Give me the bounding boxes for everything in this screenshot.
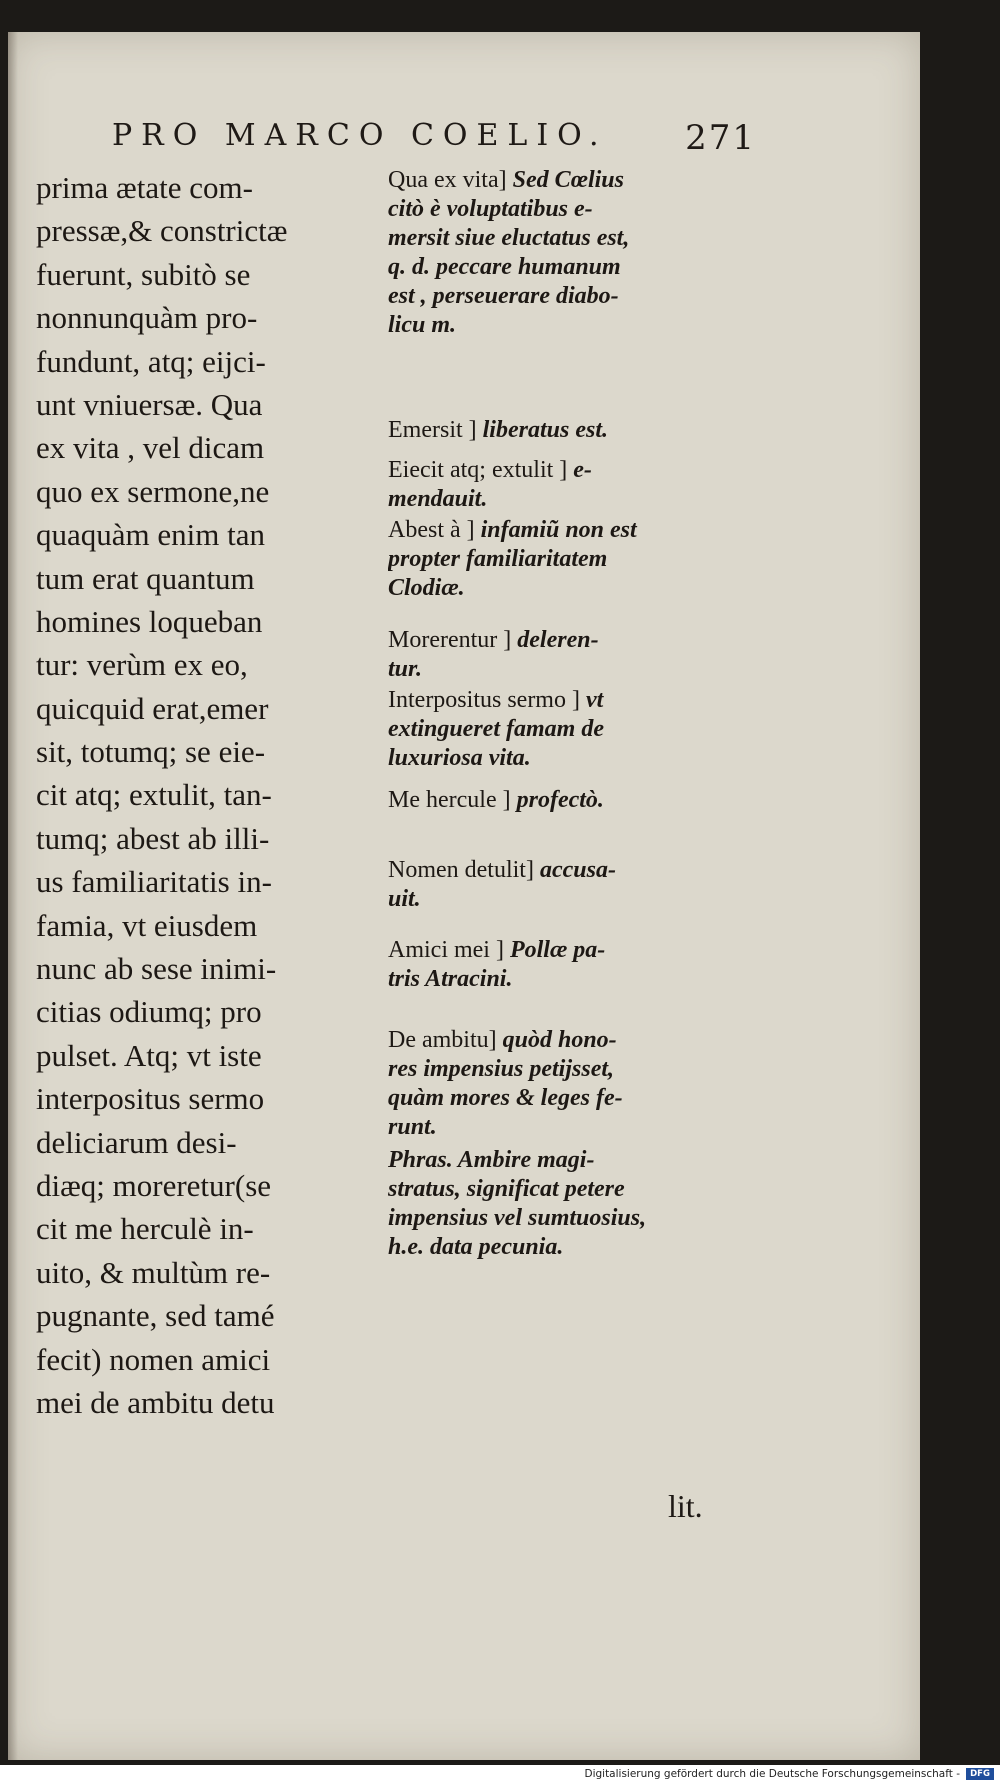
marginal-note-line (388, 744, 750, 773)
note-gloss: quòd hono- (496, 1027, 617, 1053)
note-gloss: q. d. peccare humanum (388, 254, 621, 280)
main-text-line: famia, vt eiusdem (36, 907, 258, 943)
note-gloss: accusa- (533, 857, 616, 883)
main-text-line: pugnante, sed tamé (36, 1298, 275, 1334)
main-text-line: nunc ab sese inimi- (36, 951, 277, 987)
main-text-line: nonnunquàm pro- (36, 300, 258, 336)
note-lemma: De ambitu] (388, 1027, 497, 1053)
marginal-note (388, 166, 750, 340)
note-gloss: vt (579, 687, 604, 713)
note-gloss: Pollæ pa- (503, 937, 606, 963)
main-text-line: ex vita , vel dicam (36, 430, 265, 466)
marginal-note-line (388, 1113, 750, 1142)
marginal-note-line (388, 456, 750, 485)
page-number: 271 (685, 118, 756, 158)
marginal-note-line (388, 166, 750, 195)
marginal-note-line (388, 224, 750, 253)
marginal-note-line (388, 1146, 750, 1175)
marginal-note (388, 1146, 750, 1262)
marginal-note-line (388, 1204, 750, 1233)
marginal-note (388, 936, 750, 994)
marginal-note (388, 626, 750, 684)
marginal-note-line (388, 1026, 750, 1055)
marginal-note-line (388, 253, 750, 282)
main-text-line: citias odiumq; pro (36, 994, 262, 1030)
marginal-note-line (388, 885, 750, 914)
marginal-note-line (388, 686, 750, 715)
note-lemma: Me hercule ] (388, 787, 511, 813)
note-gloss: res impensius petijsset, (388, 1056, 615, 1082)
note-gloss: h.e. data pecunia. (388, 1234, 564, 1260)
main-text-column (36, 166, 386, 1424)
main-text-line: pressæ,& constrictæ (36, 213, 288, 249)
main-text-line: sit, totumq; se eie- (36, 734, 266, 770)
marginal-note (388, 456, 750, 514)
note-gloss: uit. (388, 886, 421, 912)
main-text-line: tur: verùm ex eo, (36, 647, 248, 683)
main-text-line: cit atq; extulit, tan- (36, 777, 272, 813)
main-text-line: deliciarum desi- (36, 1124, 237, 1160)
marginal-note-line (388, 545, 750, 574)
note-lemma: Morerentur ] (388, 627, 512, 653)
main-text-line: fecit) nomen amici (36, 1341, 271, 1377)
marginal-note-line (388, 626, 750, 655)
note-gloss: Sed Cœlius (506, 167, 624, 193)
marginal-note (388, 516, 750, 603)
note-lemma: Amici mei ] (388, 937, 504, 963)
note-gloss: Clodiæ. (388, 575, 465, 601)
main-text-line: quaquàm enim tan (36, 517, 265, 553)
marginal-note-line (388, 1233, 750, 1262)
main-text-line: quicquid erat,emer (36, 690, 269, 726)
note-gloss: propter familiaritatem (388, 546, 608, 572)
main-text-line: diæq; moreretur(se (36, 1167, 272, 1203)
marginal-note (388, 686, 750, 773)
marginal-note (388, 416, 750, 445)
main-text-line: cit me herculè in- (36, 1211, 254, 1247)
note-lemma: Nomen detulit] (388, 857, 534, 883)
note-gloss: runt. (388, 1114, 437, 1140)
main-text-line: interpositus sermo (36, 1081, 265, 1117)
main-text-line: mei de ambitu detu (36, 1384, 275, 1420)
marginal-note-line (388, 311, 750, 340)
main-text-line: homines loqueban (36, 603, 263, 639)
marginal-note-line (388, 965, 750, 994)
main-text-line: quo ex sermone,ne (36, 473, 270, 509)
main-text-line: prima ætate com- (36, 170, 253, 205)
marginal-note-line (388, 195, 750, 224)
note-gloss: liberatus est. (476, 417, 608, 443)
marginal-note-line (388, 485, 750, 514)
marginal-note (388, 856, 750, 914)
note-gloss: luxuriosa vita. (388, 745, 531, 771)
note-gloss: impensius vel sumtuosius, (388, 1205, 647, 1231)
dfg-logo: DFG (966, 1768, 994, 1780)
main-text-line: us familiaritatis in- (36, 864, 272, 900)
digitization-footer (0, 1765, 1000, 1783)
marginal-note-line (388, 1084, 750, 1113)
marginal-note-line (388, 574, 750, 603)
marginal-note-line (388, 1175, 750, 1204)
note-gloss: tur. (388, 656, 423, 682)
marginal-note-line (388, 282, 750, 311)
note-lemma: Emersit ] (388, 417, 477, 443)
main-text-line: unt vniuersæ. Qua (36, 386, 263, 422)
note-gloss: tris Atracini. (388, 966, 513, 992)
note-lemma: Eiecit atq; extulit ] (388, 457, 568, 483)
running-head (112, 118, 756, 158)
main-text-line: uito, & multùm re- (36, 1254, 271, 1290)
marginal-note (388, 1026, 750, 1142)
marginal-note-line (388, 655, 750, 684)
note-gloss: extingueret famam de (388, 716, 604, 742)
note-gloss: deleren- (511, 627, 599, 653)
main-text-line: pulset. Atq; vt iste (36, 1037, 262, 1073)
marginal-note-line (388, 1055, 750, 1084)
note-gloss: Phras. Ambire magi- (388, 1147, 595, 1173)
note-gloss: mendauit. (388, 486, 488, 512)
marginal-note-line (388, 516, 750, 545)
marginal-note-line (388, 416, 750, 445)
note-lemma: Interpositus sermo ] (388, 687, 580, 713)
note-gloss: profectò. (510, 787, 604, 813)
marginal-note (388, 786, 750, 815)
marginal-note-line (388, 786, 750, 815)
note-gloss: stratus, significat petere (388, 1176, 625, 1202)
note-gloss: quàm mores & leges fe- (388, 1085, 623, 1111)
marginal-note-line (388, 715, 750, 744)
main-text-line: tumq; abest ab illi- (36, 820, 270, 856)
note-gloss: e- (567, 457, 592, 483)
note-gloss: licu m. (388, 312, 457, 338)
note-gloss: infamiũ non est (474, 517, 637, 543)
note-gloss: citò è voluptatibus e- (388, 196, 593, 222)
note-gloss: est , perseuerare diabo- (388, 283, 619, 309)
note-lemma: Abest à ] (388, 517, 475, 543)
note-lemma: Qua ex vita] (388, 167, 507, 193)
note-gloss: mersit siue eluctatus est, (388, 225, 630, 251)
running-head-title: PRO MARCO COELIO. (112, 118, 608, 153)
marginal-note-line (388, 856, 750, 885)
main-text-line: fundunt, atq; eijci- (36, 343, 266, 379)
main-text-line: tum erat quantum (36, 560, 255, 596)
footer-credit: Digitalisierung gefördert durch die Deutsche Forschungsgemeinschaft - (584, 1768, 960, 1780)
main-text-line: fuerunt, subitò se (36, 256, 251, 292)
marginal-note-line (388, 936, 750, 965)
catchword: lit. (668, 1488, 703, 1524)
